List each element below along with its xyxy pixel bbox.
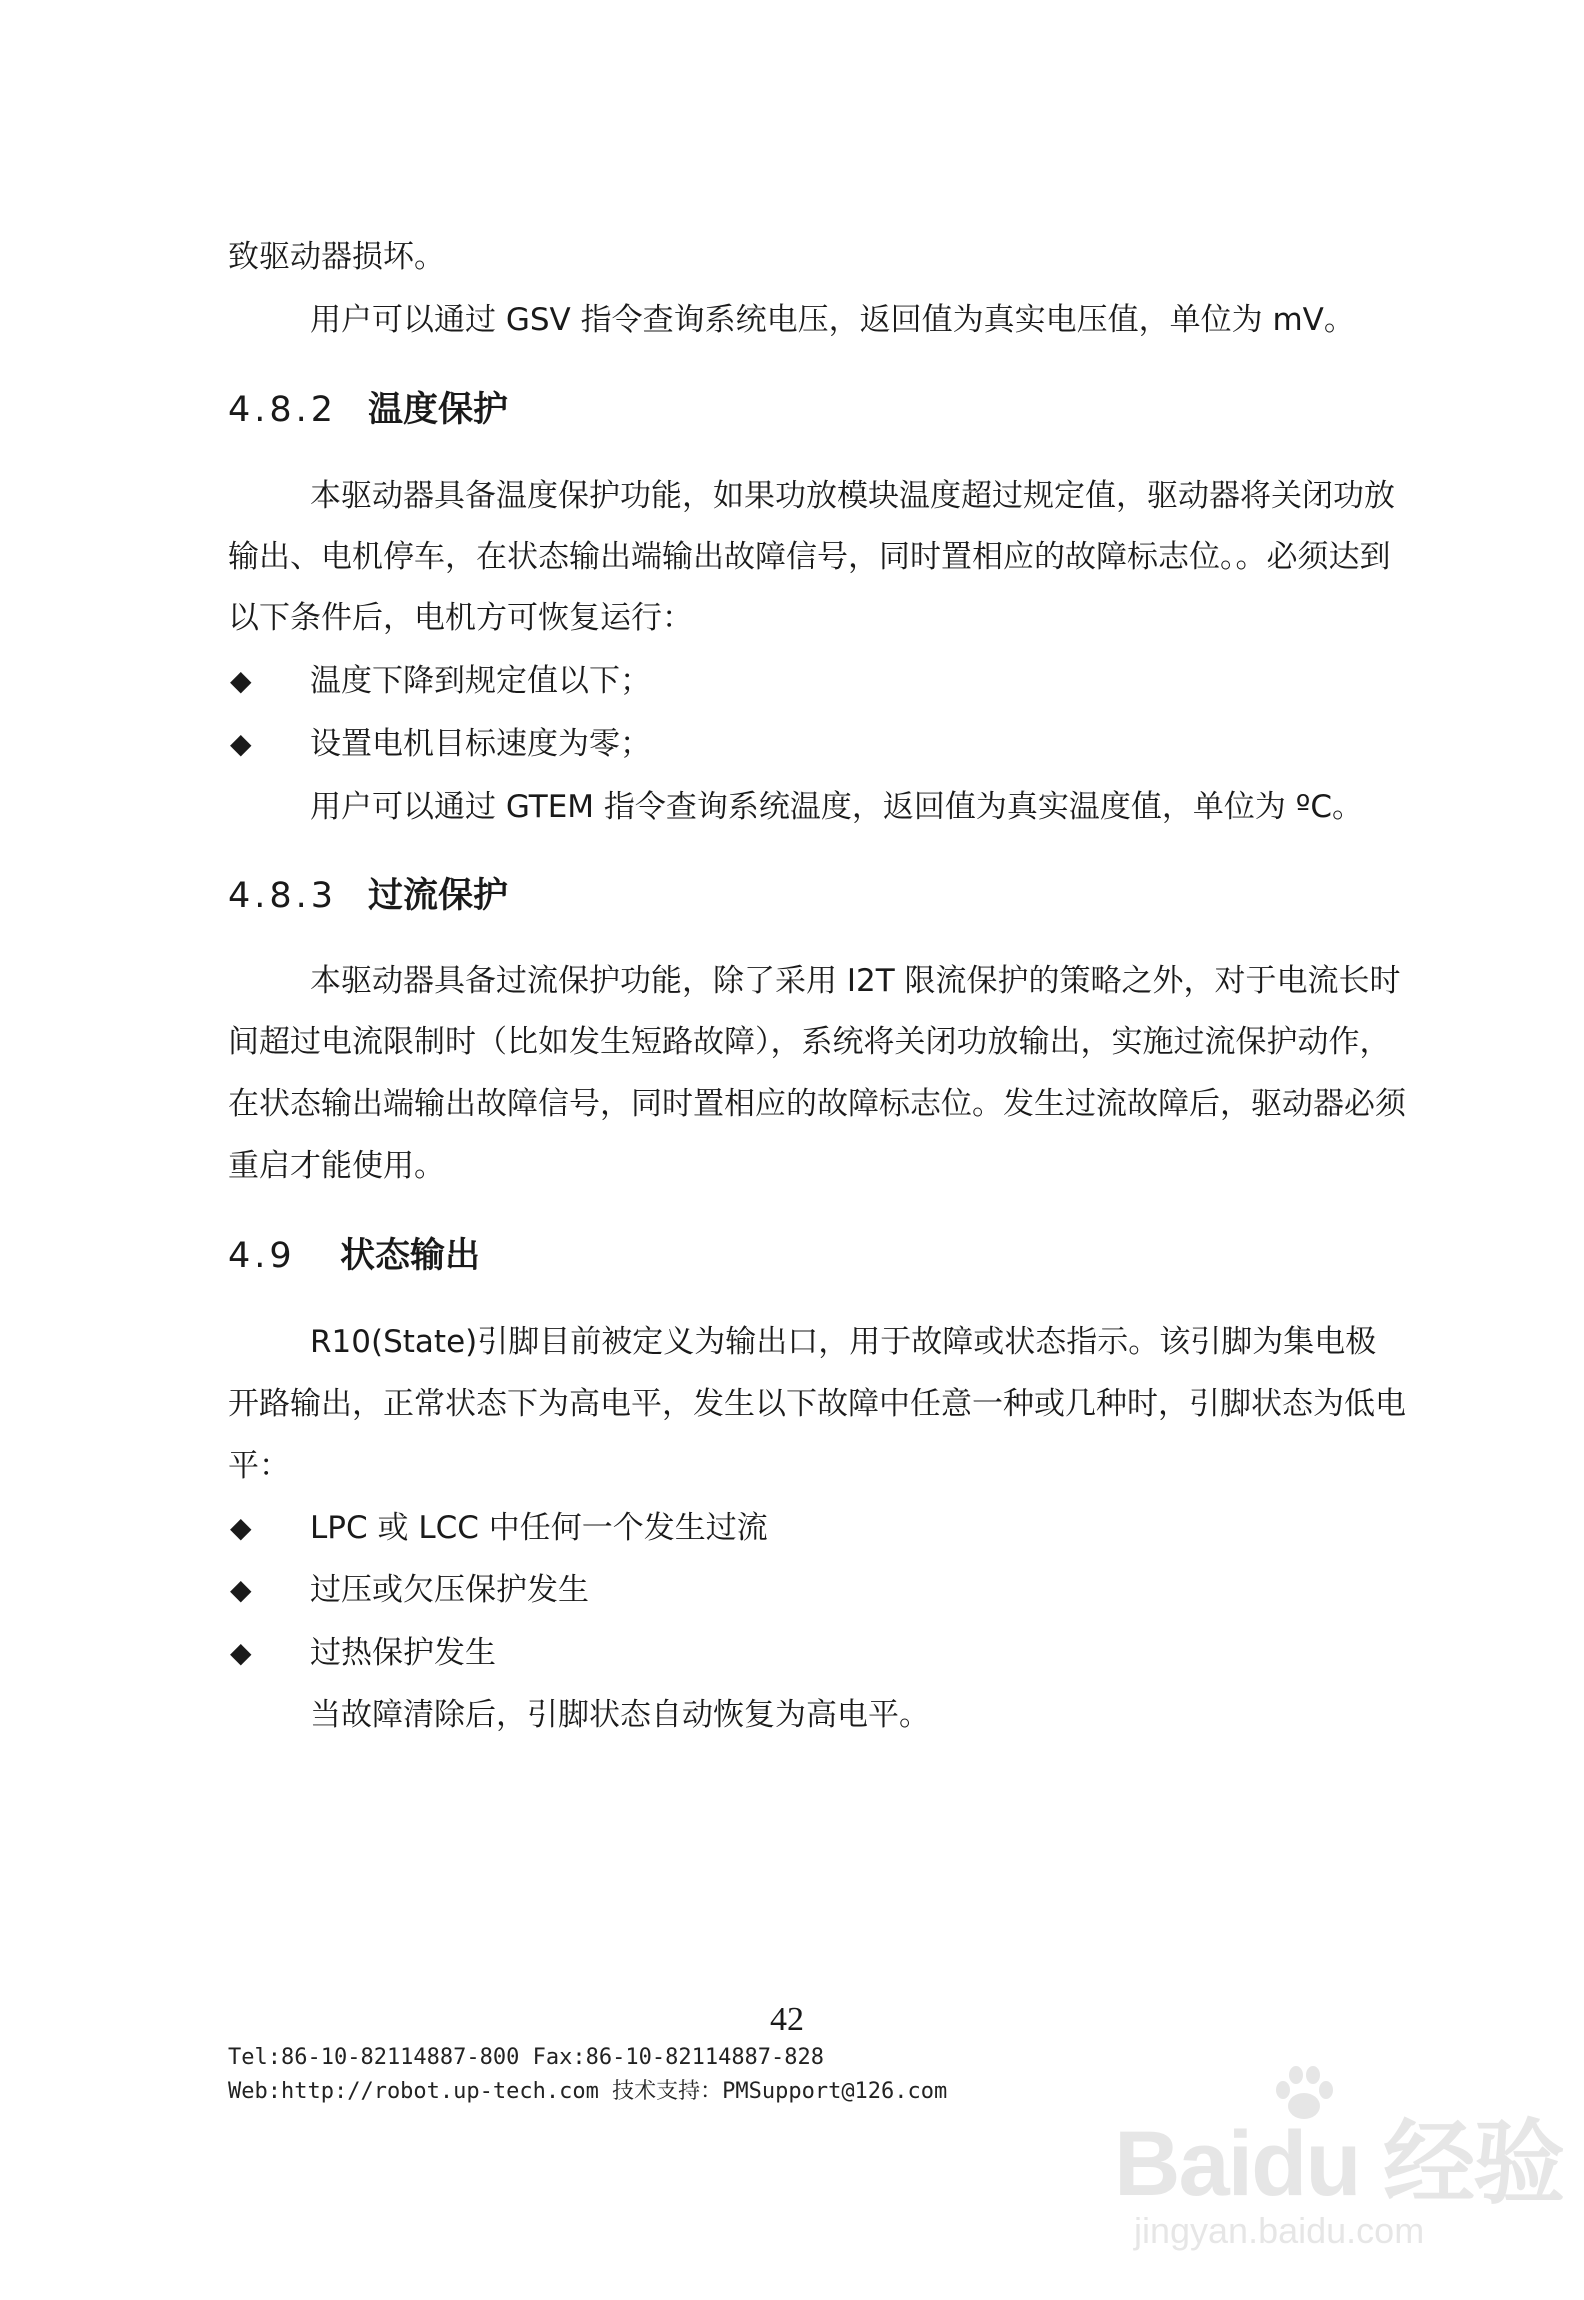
paragraph-line: 间超过电流限制时（比如发生短路故障），系统将关闭功放输出，实施过流保护动作， (228, 1024, 1391, 1060)
bullet-diamond-icon: ◆ (230, 727, 252, 760)
paragraph-line: 以下条件后，电机方可恢复运行： (228, 600, 693, 636)
list-item: 过压或欠压保护发生 (310, 1572, 589, 1608)
paragraph-line: 用户可以通过 GTEM 指令查询系统温度，返回值为真实温度值，单位为 ºC。 (310, 789, 1363, 825)
paragraph-line: 开路输出，正常状态下为高电平，发生以下故障中任意一种或几种时，引脚状态为低电 (228, 1386, 1406, 1422)
list-item: 设置电机目标速度为零； (310, 726, 651, 762)
paragraph-line: R10(State)引脚目前被定义为输出口，用于故障或状态指示。该引脚为集电极 (310, 1324, 1377, 1360)
page-number: 42 (770, 2001, 804, 2038)
baidu-jingyan-watermark (1114, 2060, 1564, 2260)
section-number: 4.9 (228, 1236, 296, 1276)
list-item: LPC 或 LCC 中任何一个发生过流 (310, 1510, 768, 1546)
footer-web-line: Web:http://robot.up-tech.com 技术支持：PMSupport@126.com (228, 2079, 948, 2104)
paragraph-line: 平： (228, 1448, 290, 1484)
section-heading-4-9 (228, 1234, 480, 1278)
paragraph-line: 重启才能使用。 (228, 1148, 445, 1184)
bullet-diamond-icon: ◆ (230, 1511, 252, 1544)
list-item: 温度下降到规定值以下； (310, 663, 651, 699)
watermark-url: jingyan.baidu.com (1134, 2210, 1425, 2251)
footer-contact-line: Tel:86-10-82114887-800 Fax:86-10-82114887-828 (228, 2045, 825, 2070)
section-heading-4-8-2 (228, 388, 508, 432)
section-title: 温度保护 (368, 390, 509, 430)
section-number: 4.8.2 (228, 390, 338, 430)
list-item: 过热保护发生 (310, 1635, 496, 1671)
paragraph-line: 在状态输出端输出故障信号，同时置相应的故障标志位。发生过流故障后，驱动器必须 (228, 1086, 1406, 1122)
watermark-logo-text: Baidu 经验 (1114, 2113, 1564, 2215)
section-number: 4.8.3 (228, 876, 338, 916)
bullet-diamond-icon: ◆ (230, 664, 252, 697)
paragraph-line: 输出、电机停车，在状态输出端输出故障信号，同时置相应的故障标志位。。必须达到 (228, 539, 1391, 575)
section-title: 过流保护 (368, 876, 509, 916)
section-heading-4-8-3 (228, 874, 508, 918)
bullet-diamond-icon: ◆ (230, 1636, 252, 1669)
section-title: 状态输出 (340, 1236, 481, 1276)
paragraph-line: 当故障清除后，引脚状态自动恢复为高电平。 (310, 1697, 930, 1733)
paragraph-line: 用户可以通过 GSV 指令查询系统电压，返回值为真实电压值，单位为 mV。 (310, 302, 1355, 338)
paragraph-line: 致驱动器损坏。 (228, 239, 445, 275)
paragraph-line: 本驱动器具备过流保护功能，除了采用 I2T 限流保护的策略之外，对于电流长时 (310, 963, 1401, 999)
paragraph-line: 本驱动器具备温度保护功能，如果功放模块温度超过规定值，驱动器将关闭功放 (310, 478, 1395, 514)
bullet-diamond-icon: ◆ (230, 1573, 252, 1606)
